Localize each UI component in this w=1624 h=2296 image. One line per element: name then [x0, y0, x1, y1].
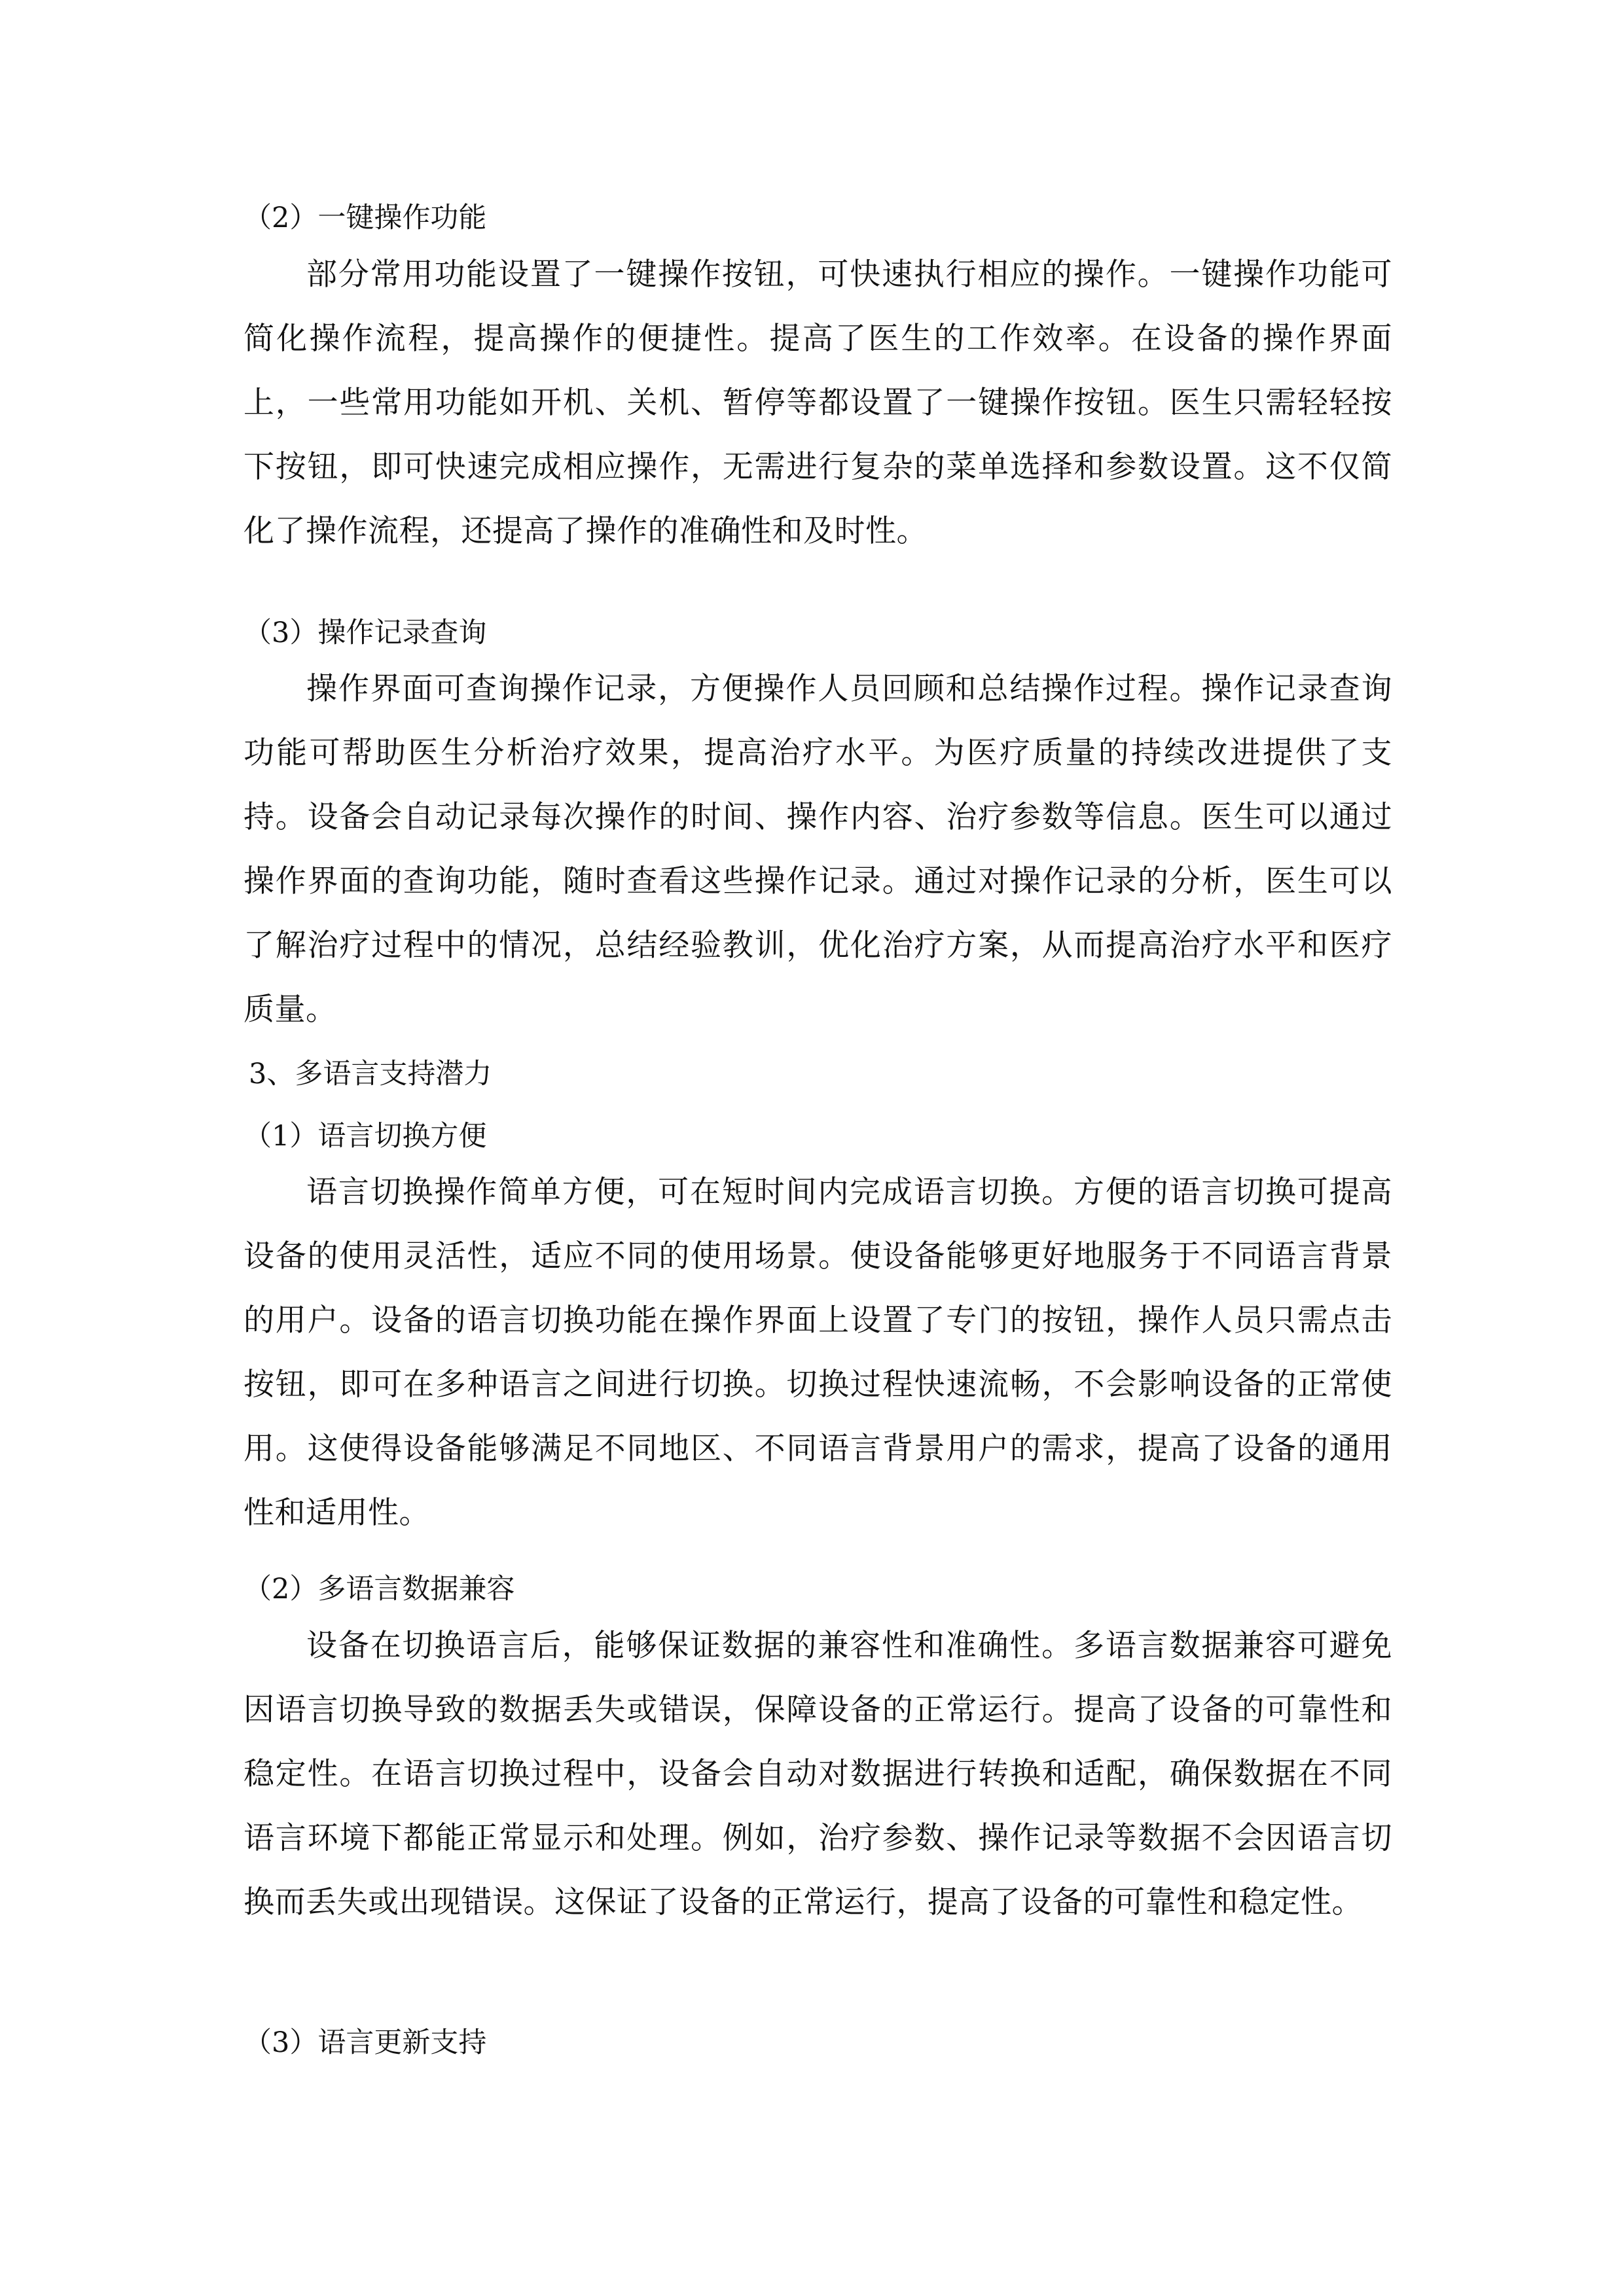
paragraph-language-switching: 语言切换操作简单方便，可在短时间内完成语言切换。方便的语言切换可提高设备的使用灵活性，适应不同的使用场景。使设备能够更好地服务于不同语言背景的用户。设备的语言切换功能在操作界面上设置了专门的按钮，操作人员只需点击按钮，即可在多种语言之间进行切换。切换过程快速流畅，不会影响设备的正常使用。这使得设备能够满足不同地区、不同语言背景用户的需求，提高了设备的通用性和适用性。: [244, 1174, 1392, 1531]
section-heading-multilanguage-support: 3、多语言支持潜力: [249, 1058, 492, 1090]
section-heading-one-key-operation: （2）一键操作功能: [244, 202, 487, 234]
paragraph-multilanguage-data-compat: 设备在切换语言后，能够保证数据的兼容性和准确性。多语言数据兼容可避免因语言切换导致的数据丢失或错误，保障设备的正常运行。提高了设备的可靠性和稳定性。在语言切换过程中，设备会自动对数据进行转换和适配，确保数据在不同语言环境下都能正常显示和处理。例如，治疗参数、操作记录等数据不会因语言切换而丢失或出现错误。这保证了设备的正常运行，提高了设备的可靠性和稳定性。: [244, 1628, 1392, 1920]
section-heading-language-update-support: （3）语言更新支持: [244, 2026, 487, 2059]
section-heading-multilanguage-data-compat: （2）多语言数据兼容: [244, 1573, 515, 1605]
paragraph-one-key-operation: 部分常用功能设置了一键操作按钮，可快速执行相应的操作。一键操作功能可简化操作流程，提高操作的便捷性。提高了医生的工作效率。在设备的操作界面上，一些常用功能如开机、关机、暂停等都设置了一键操作按钮。医生只需轻轻按下按钮，即可快速完成相应操作，无需进行复杂的菜单选择和参数设置。这不仅简化了操作流程，还提高了操作的准确性和及时性。: [244, 257, 1392, 549]
section-heading-language-switching: （1）语言切换方便: [244, 1120, 487, 1153]
paragraph-operation-record-query: 操作界面可查询操作记录，方便操作人员回顾和总结操作过程。操作记录查询功能可帮助医生分析治疗效果，提高治疗水平。为医疗质量的持续改进提供了支持。设备会自动记录每次操作的时间、操作内容、治疗参数等信息。医生可以通过操作界面的查询功能，随时查看这些操作记录。通过对操作记录的分析，医生可以了解治疗过程中的情况，总结经验教训，优化治疗方案，从而提高治疗水平和医疗质量。: [244, 671, 1392, 1028]
section-heading-operation-record-query: （3）操作记录查询: [244, 617, 487, 649]
